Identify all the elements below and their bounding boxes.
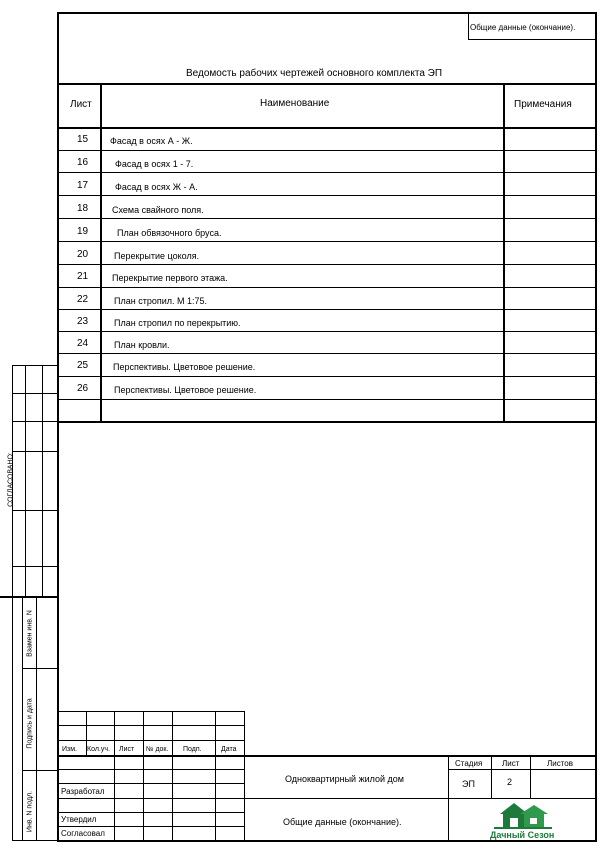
row-name: Перекрытие цоколя. — [114, 251, 200, 261]
header-notes: Примечания — [514, 99, 572, 110]
side-inv-orig: Инв. N подл. — [26, 790, 34, 833]
row-divider — [57, 353, 597, 354]
row-name: План кровли. — [114, 340, 170, 350]
company-logo — [490, 800, 570, 840]
row-sheet-number: 26 — [77, 383, 89, 394]
row-divider — [57, 331, 597, 332]
row-divider — [57, 218, 597, 219]
header-sheet: Лист — [70, 99, 92, 110]
row-name: Перекрытие первого этажа. — [112, 273, 228, 283]
row-divider — [57, 309, 597, 310]
stamp-list: Лист — [119, 746, 135, 753]
row-divider — [57, 399, 597, 400]
stage-header: Стадия — [455, 759, 483, 768]
row-name: Фасад в осях А - Ж. — [110, 136, 193, 146]
row-name: Перспективы. Цветовое решение. — [114, 385, 257, 395]
row-sheet-number: 22 — [77, 294, 89, 305]
stamp-n-dok: № док. — [146, 746, 169, 753]
row-sheet-number: 21 — [77, 271, 89, 282]
house-logo-icon — [490, 800, 570, 830]
stamp-utverdil: Утвердил — [61, 815, 97, 824]
row-name: Перспективы. Цветовое решение. — [113, 362, 256, 372]
row-sheet-number: 16 — [77, 157, 89, 168]
row-divider — [57, 287, 597, 288]
row-sheet-number: 18 — [77, 203, 89, 214]
stamp-kol-uch: Кол.уч. — [87, 746, 110, 753]
row-sheet-number: 23 — [77, 316, 89, 327]
frame-left — [57, 12, 59, 842]
row-name: Схема свайного поля. — [112, 205, 204, 215]
row-sheet-number: 19 — [77, 226, 89, 237]
col-divider-1 — [100, 84, 102, 423]
list-header: Лист — [502, 759, 520, 768]
row-name: План стропил по перекрытию. — [114, 318, 241, 328]
row-sheet-number: 17 — [77, 180, 89, 191]
row-name: Фасад в осях 1 - 7. — [115, 159, 194, 169]
side-replace-inv: Взамен инв. N — [26, 610, 34, 657]
row-divider — [57, 376, 597, 377]
row-sheet-number: 24 — [77, 338, 89, 349]
header-name: Наименование — [260, 98, 330, 109]
logo-text: Дачный Сезон — [490, 830, 555, 840]
row-divider — [57, 150, 597, 151]
side-agreed: СОГЛАСОВАНО: — [7, 452, 15, 507]
list-value: 2 — [507, 777, 513, 787]
stage-value: ЭП — [462, 779, 475, 789]
frame-right — [595, 12, 597, 842]
sheet-title: Общие данные (окончание). — [283, 817, 402, 827]
stamp-razrabotal: Разработал — [61, 787, 105, 796]
listov-header: Листов — [547, 759, 573, 768]
frame-top — [57, 12, 597, 14]
row-sheet-number: 25 — [77, 360, 89, 371]
side-sign-date: Подпись и дата — [26, 698, 34, 749]
row-sheet-number: 20 — [77, 249, 89, 260]
row-divider — [57, 195, 597, 196]
row-divider — [57, 264, 597, 265]
row-name: План обвязочного бруса. — [117, 228, 222, 238]
row-name: Фасад в осях Ж - А. — [115, 182, 198, 192]
row-name: План стропил. М 1:75. — [114, 296, 207, 306]
row-sheet-number: 15 — [77, 134, 89, 145]
stamp-izm: Изм. — [62, 746, 77, 753]
table-title: Ведомость рабочих чертежей основного комплекта ЭП — [186, 68, 443, 79]
project-title: Одноквартирный жилой дом — [285, 774, 404, 784]
stamp-data: Дата — [221, 746, 237, 753]
row-divider — [57, 241, 597, 242]
stamp-soglasoval: Согласовал — [61, 829, 105, 838]
row-divider — [57, 172, 597, 173]
corner-label: Общие данные (окончание). — [470, 23, 576, 32]
col-divider-2 — [503, 84, 505, 423]
stamp-podp: Подп. — [183, 746, 202, 753]
